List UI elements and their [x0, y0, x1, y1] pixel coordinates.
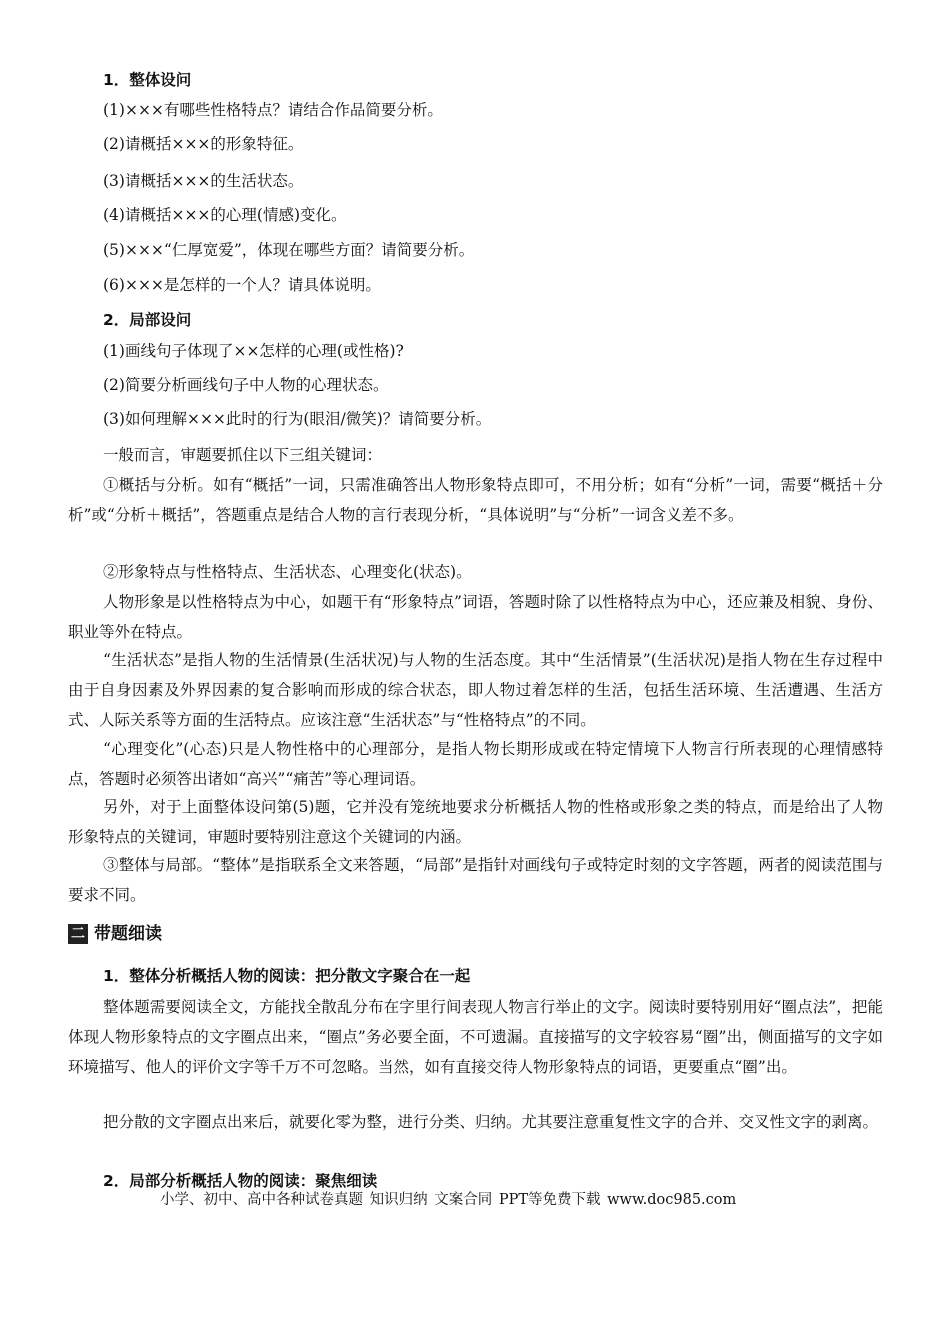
- section-header: [68, 923, 162, 945]
- analysis-paragraph: ②形象特点与性格特点、生活状态、心理变化(状态)。: [103, 563, 472, 581]
- question-item: (6)×××是怎样的一个人？请具体说明。: [103, 276, 381, 294]
- analysis-paragraph: ①概括与分析。如有“概括”一词，只需准确答出人物形象特点即可，不用分析；如有“分析”一词，需要“概括＋分析”或“分析＋概括”，答题重点是结合人物的言行表现分析，“具体说明”与“分析”一词含义差不多。: [68, 476, 883, 524]
- question-item: (4)请概括×××的心理(情感)变化。: [103, 206, 347, 224]
- question-item: (2)请概括×××的形象特征。: [103, 135, 304, 153]
- analysis-paragraph: “心理变化”(心态)只是人物性格中的心理部分，是指人物长期形成或在特定情境下人物言行所表现的心理情感特点，答题时必须答出诸如“高兴”“痛苦”等心理词语。: [68, 740, 883, 788]
- question-item: (2)简要分析画线句子中人物的心理状态。: [103, 376, 389, 394]
- heading-whole-analysis: 1．整体分析概括人物的阅读：把分散文字聚合在一起: [103, 967, 471, 985]
- question-item: (5)×××“仁厚宽爱”，体现在哪些方面？请简要分析。: [103, 241, 475, 259]
- heading-local-analysis: 2．局部分析概括人物的阅读：聚焦细读: [103, 1172, 378, 1190]
- analysis-intro: 一般而言，审题要抓住以下三组关键词：: [103, 446, 383, 464]
- section-paragraph: 把分散的文字圈点出来后，就要化零为整，进行分类、归纳。尤其要注意重复性文字的合并、交叉性文字的剥离。: [103, 1113, 879, 1131]
- question-item: (1)画线句子体现了××怎样的心理(或性格)?: [103, 342, 404, 360]
- section-paragraph: 整体题需要阅读全文，方能找全散乱分布在字里行间表现人物言行举止的文字。阅读时要特别用好“圈点法”，把能体现人物形象特点的文字圈点出来，“圈点”务必要全面，不可遗漏。直接描写的文字较容易“圈”出，侧面描写的文字如环境描写、他人的评价文字等千万不可忽略。当然，如有直接交待人物形象特点的词语，更要重点“圈”出。: [68, 998, 883, 1076]
- analysis-paragraph: 另外，对于上面整体设问第(5)题，它并没有笼统地要求分析概括人物的性格或形象之类的特点，而是给出了人物形象特点的关键词，审题时要特别注意这个关键词的内涵。: [68, 798, 883, 846]
- footer-text: 小学、初中、高中各种试卷真题 知识归纳 文案合同 PPT等免费下载 www.doc985.com: [160, 1192, 737, 1208]
- question-item: (3)请概括×××的生活状态。: [103, 172, 304, 190]
- heading-whole-questions: 1．整体设问: [103, 71, 192, 89]
- question-item: (3)如何理解×××此时的行为(眼泪/微笑)？请简要分析。: [103, 410, 492, 428]
- heading-local-questions: 2．局部设问: [103, 311, 192, 329]
- analysis-paragraph: 人物形象是以性格特点为中心，如题干有“形象特点”词语，答题时除了以性格特点为中心，还应兼及相貌、身份、职业等外在特点。: [68, 593, 883, 641]
- question-item: (1)×××有哪些性格特点？请结合作品简要分析。: [103, 101, 443, 119]
- section-number-icon: 二: [68, 924, 88, 944]
- analysis-paragraph: ③整体与局部。“整体”是指联系全文来答题，“局部”是指针对画线句子或特定时刻的文字答题，两者的阅读范围与要求不同。: [68, 856, 883, 904]
- analysis-paragraph: “生活状态”是指人物的生活情景(生活状况)与人物的生活态度。其中“生活情景”(生活状况)是指人物在生存过程中由于自身因素及外界因素的复合影响而形成的综合状态，即人物过着怎样的生活，包括生活环境、生活遭遇、生活方式、人际关系等方面的生活特点。应该注意“生活状态”与“性格特点”的不同。: [68, 651, 883, 729]
- section-title: 带题细读: [94, 924, 162, 944]
